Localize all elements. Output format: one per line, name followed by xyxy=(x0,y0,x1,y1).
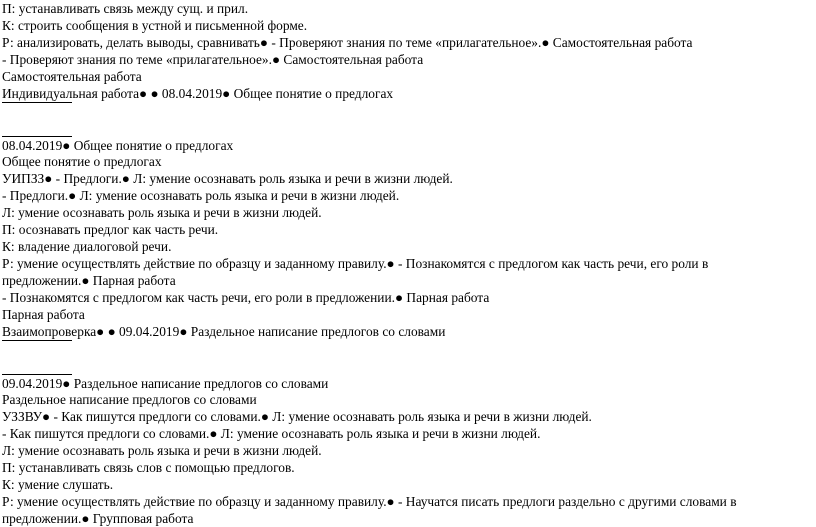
horizontal-rule xyxy=(2,374,72,375)
text-line: К: умение слушать. xyxy=(2,477,114,492)
line-text: Индивидуальная работа● ● 08.04.2019● Общее понятие о предлогах xyxy=(2,86,394,101)
text-line xyxy=(2,323,814,340)
text-paragraph: Р: умение осуществлять действие по образцу и заданному правилу.● - Познакомятся с предлогом как часть речи, его роли в предложении.● Парная работа xyxy=(2,256,709,288)
horizontal-rule xyxy=(2,136,72,137)
text-line: П: устанавливать связь между сущ. и прил. xyxy=(2,1,249,16)
line-text: 09.04.2019● Раздельное написание предлогов со словами xyxy=(2,376,329,391)
spacer xyxy=(2,102,814,136)
text-line: - Как пишутся предлоги со словами.● Л: умение осознавать роль языка и речи в жизни людей. xyxy=(2,426,541,441)
text-line: П: осознавать предлог как часть речи. xyxy=(2,222,219,237)
text-line: Р: анализировать, делать выводы, сравнивать● - Проверяют знания по теме «прилагательное».● Самостоятельная работа xyxy=(2,35,693,50)
text-line: Л: умение осознавать роль языка и речи в жизни людей. xyxy=(2,443,322,458)
horizontal-rule xyxy=(2,102,72,103)
text-line: УИПЗЗ● - Предлоги.● Л: умение осознавать роль языка и речи в жизни людей. xyxy=(2,171,453,186)
text-line: УЗЗВУ● - Как пишутся предлоги со словами.● Л: умение осознавать роль языка и речи в жизни людей. xyxy=(2,409,592,424)
text-line: Л: умение осознавать роль языка и речи в жизни людей. xyxy=(2,205,322,220)
spacer xyxy=(2,340,814,374)
text-line: - Предлоги.● Л: умение осознавать роль языка и речи в жизни людей. xyxy=(2,188,400,203)
text-line xyxy=(2,136,814,153)
text-line: - Познакомятся с предлогом как часть речи, его роли в предложении.● Парная работа xyxy=(2,290,490,305)
text-paragraph: Р: умение осуществлять действие по образцу и заданному правилу.● - Научатся писать предлоги раздельно с другими словами в предложении.● Групповая работа xyxy=(2,494,737,526)
text-line: Самостоятельная работа xyxy=(2,69,142,84)
horizontal-rule xyxy=(2,340,72,341)
text-line xyxy=(2,85,814,102)
text-line xyxy=(2,374,814,391)
text-line: - Проверяют знания по теме «прилагательное».● Самостоятельная работа xyxy=(2,52,424,67)
text-line: К: владение диалоговой речи. xyxy=(2,239,172,254)
text-line: Общее понятие о предлогах xyxy=(2,154,162,169)
text-line: Парная работа xyxy=(2,307,85,322)
document-body xyxy=(2,0,814,527)
line-text: Взаимопроверка● ● 09.04.2019● Раздельное написание предлогов со словами xyxy=(2,324,446,339)
text-line: Раздельное написание предлогов со словами xyxy=(2,392,257,407)
line-text: 08.04.2019● Общее понятие о предлогах xyxy=(2,138,234,153)
text-line: П: устанавливать связь слов с помощью предлогов. xyxy=(2,460,295,475)
text-line: К: строить сообщения в устной и письменной форме. xyxy=(2,18,308,33)
